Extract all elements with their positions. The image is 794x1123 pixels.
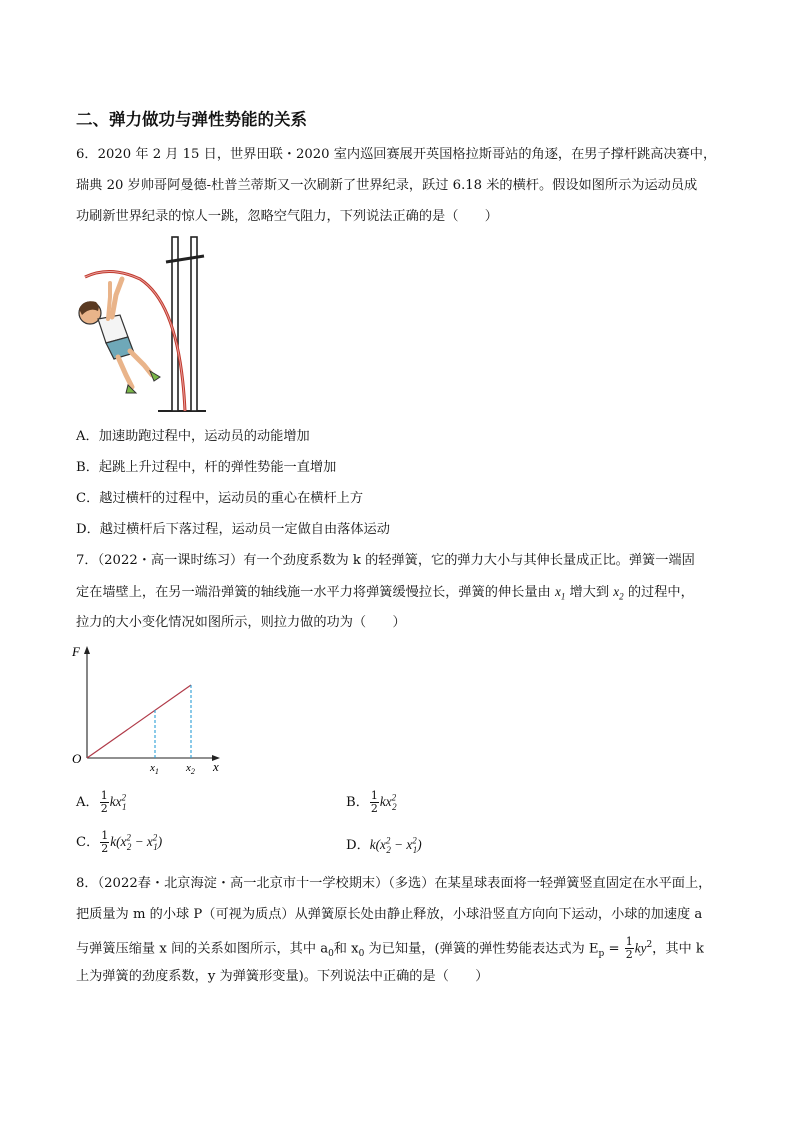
q7-line-1: 7．（2022・高一课时练习）有一个劲度系数为 k 的轻弹簧，它的弹力大小与其伸长量成正比。弹簧一端固 (76, 553, 695, 568)
origin-label: O (72, 751, 82, 766)
question-7-stem (76, 545, 736, 638)
q8-line-2: 把质量为 m 的小球 P（可视为质点）从弹簧原长处由静止释放，小球沿竖直方向向下运动，小球的加速度 a (76, 907, 703, 922)
q8-line-3: 与弹簧压缩量 x 间的关系如图所示，其中 $a_0$和 $x_0$ 为已知量，(弹簧的弹性势能表达式为 $E_p$ = $\frac{1}{2}$ $ky^2$，其中 k (76, 935, 704, 962)
question-8-stem (76, 868, 736, 992)
q8-line-1: 8．（2022春・北京海淀・高一北京市十一学校期末）（多选）在某星球表面将一轻弹簧竖直固定在水平面上， (76, 876, 712, 891)
tick-label-x2: $x_2$ (186, 762, 195, 776)
force-extension-graph (70, 640, 230, 778)
q6-line-3: 功刷新世界纪录的惊人一跳，忽略空气阻力，下列说法正确的是（ ） (76, 209, 498, 224)
q7-option-b: B． $\frac{1}{2}$ $kx^2_2$ (346, 789, 397, 815)
q6-option-b: B．起跳上升过程中，杆的弹性势能一直增加 (76, 460, 337, 475)
tick-label-x1: $x_1$ (150, 762, 159, 776)
axis-label-x: x (213, 759, 219, 774)
axis-label-f: F (72, 644, 80, 659)
q7-option-c: C． $\frac{1}{2}$ $k(x^2_2 - x^2_1)$ (76, 829, 163, 855)
force-line (87, 685, 191, 758)
question-6-options (76, 421, 736, 545)
q6-line-2: 瑞典 20 岁帅哥阿曼德-杜普兰蒂斯又一次刷新了世界纪录，跃过 6.18 米的横杆。假设如图所示为运动员成 (76, 178, 698, 193)
q7-line-2: 定在墙壁上，在另一端沿弹簧的轴线施一水平力将弹簧缓慢拉长，弹簧的伸长量由 $x_1$ 增大到 $x_2$ 的过程中， (76, 584, 694, 602)
q7-option-d: D．$k(x^2_2 - x^2_1)$ (346, 835, 422, 855)
q7-line-3: 拉力的大小变化情况如图所示，则拉力做的功为（ ） (76, 615, 406, 630)
q6-option-a: A．加速助跑过程中，运动员的动能增加 (76, 429, 310, 444)
pole-vault-illustration (70, 235, 220, 415)
q6-option-d: D．越过横杆后下落过程，运动员一定做自由落体运动 (76, 522, 390, 537)
section-title: 二、弹力做功与弹性势能的关系 (76, 110, 307, 129)
q7-option-a: A． $\frac{1}{2}$ $kx^2_1$ (76, 789, 127, 815)
q6-line-1: 6．2020 年 2 月 15 日，世界田联・2020 室内巡回赛展开英国格拉斯哥站的角逐，在男子撑杆跳高决赛中， (76, 147, 717, 162)
q6-option-c: C．越过横杆的过程中，运动员的重心在横杆上方 (76, 491, 364, 506)
question-6-stem (76, 139, 736, 232)
q8-line-4: 上为弹簧的劲度系数，y 为弹簧形变量)。下列说法中正确的是（ ） (76, 969, 489, 984)
